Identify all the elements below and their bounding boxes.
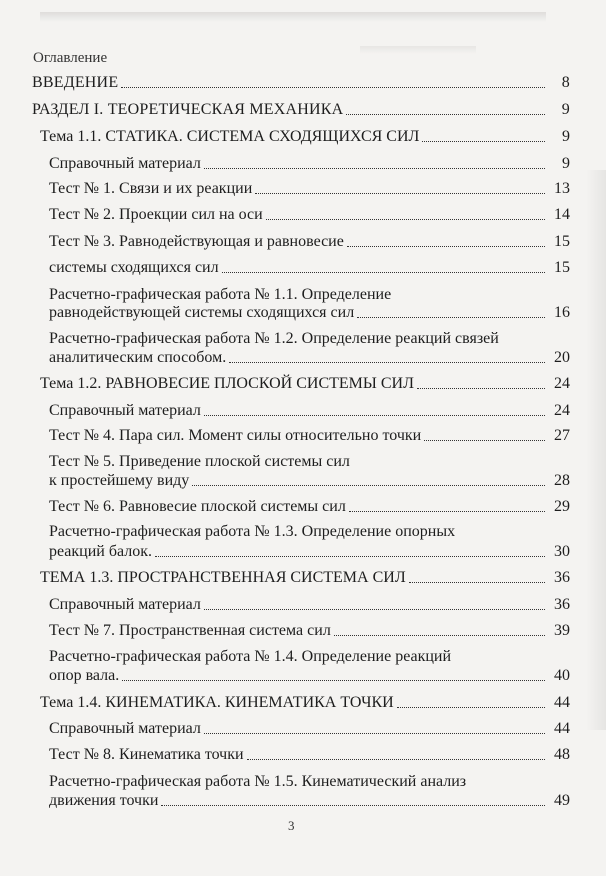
- toc-leader-dots: [417, 387, 545, 389]
- toc-leader-dots: [266, 218, 545, 220]
- toc-entry: [40, 569, 570, 586]
- toc-entry-title: ВВЕДЕНИЕ: [32, 74, 119, 91]
- toc-entry-page: 20: [554, 349, 570, 366]
- toc-entry: [49, 206, 570, 223]
- toc-entry-title-line1: Расчетно-графическая работа № 1.4. Определение реакций: [49, 648, 452, 665]
- toc-entry-title-line1: Расчетно-графическая работа № 1.1. Определение: [49, 286, 392, 303]
- toc-entry-page: 36: [554, 569, 570, 586]
- toc-entry: [49, 746, 570, 763]
- toc-leader-dots: [121, 86, 545, 88]
- toc-leader-dots: [222, 271, 545, 273]
- toc-entry-title: Тест № 4. Пара сил. Момент силы относительно точки: [49, 427, 422, 444]
- toc-entry-page: 14: [554, 206, 570, 223]
- toc-entry-title: Справочный материал: [49, 720, 201, 737]
- toc-entry-page: 36: [554, 596, 570, 613]
- toc-leader-dots: [347, 245, 545, 247]
- toc-entry: [49, 259, 570, 276]
- toc-entry-title: Справочный материал: [49, 402, 201, 419]
- toc-heading: Оглавление: [33, 50, 108, 66]
- toc-leader-dots: [334, 634, 545, 636]
- toc-leader-dots: [204, 732, 545, 734]
- toc-entry-page: 15: [554, 233, 570, 250]
- toc-entry-page: 40: [554, 667, 570, 684]
- toc-entry-title: Тема 1.1. СТАТИКА. СИСТЕМА СХОДЯЩИХСЯ СИЛ: [40, 128, 420, 145]
- toc-leader-dots: [204, 414, 545, 416]
- toc-entry-page: 15: [554, 259, 570, 276]
- toc-entry-title: Тест № 6. Равновесие плоской системы сил: [49, 498, 346, 515]
- page-edge-shadow: [586, 170, 606, 730]
- toc-leader-dots: [161, 804, 545, 806]
- toc-entry-title: Справочный материал: [49, 596, 201, 613]
- toc-entry-page: 28: [554, 472, 570, 489]
- toc-leader-dots: [409, 581, 545, 583]
- toc-entry: [40, 375, 570, 392]
- toc-entry-page: 48: [554, 746, 570, 763]
- toc-entry-page: 9: [562, 155, 570, 172]
- toc-entry: [49, 720, 570, 737]
- toc-leader-dots: [204, 608, 545, 610]
- toc-entry: [32, 74, 570, 91]
- toc-leader-dots: [424, 439, 545, 441]
- toc-entry-page: 8: [561, 74, 570, 91]
- toc-entry-title: Тема 1.2. РАВНОВЕСИЕ ПЛОСКОЙ СИСТЕМЫ СИЛ: [40, 375, 414, 392]
- toc-entry-page: 30: [554, 543, 570, 560]
- toc-entry: [49, 304, 570, 321]
- toc-entry-title: Тема 1.4. КИНЕМАТИКА. КИНЕМАТИКА ТОЧКИ: [40, 694, 394, 711]
- toc-entry-page: 24: [554, 402, 570, 419]
- toc-entry: [49, 667, 570, 684]
- toc-entry-title: Тест № 1. Связи и их реакции: [49, 180, 253, 197]
- toc-leader-dots: [155, 555, 545, 557]
- toc-entry-title-line1: Тест № 5. Приведение плоской системы сил: [49, 453, 350, 470]
- toc-entry: [49, 349, 570, 366]
- page-number: 3: [288, 818, 295, 833]
- toc-entry-page: 44: [554, 720, 570, 737]
- toc-entry: [40, 694, 570, 711]
- toc-leader-dots: [422, 140, 545, 142]
- toc-leader-dots: [255, 192, 545, 194]
- toc-entry-title: равнодействующей системы сходящихся сил: [49, 304, 355, 321]
- toc-entry-title: к простейшему виду: [49, 472, 190, 489]
- toc-entry: [49, 427, 570, 444]
- toc-entry-title: реакций балок.: [49, 543, 152, 560]
- toc-leader-dots: [247, 758, 545, 760]
- toc-entry: [40, 128, 570, 145]
- toc-entry-title: опор вала.: [49, 667, 120, 684]
- toc-leader-dots: [122, 679, 545, 681]
- show-through-text: [40, 12, 546, 22]
- toc-entry: [49, 472, 570, 489]
- toc-entry-title-line1: Расчетно-графическая работа № 1.2. Определение реакций связей: [49, 330, 499, 347]
- toc-leader-dots: [192, 484, 545, 486]
- toc-leader-dots: [357, 316, 545, 318]
- toc-entry: [32, 101, 570, 118]
- toc-entry-page: 44: [554, 694, 570, 711]
- toc-entry: [49, 543, 570, 560]
- toc-entry-page: 13: [554, 180, 570, 197]
- toc-entry-page: 39: [554, 622, 570, 639]
- toc-entry-title: РАЗДЕЛ I. ТЕОРЕТИЧЕСКАЯ МЕХАНИКА: [32, 101, 344, 118]
- toc-entry-title: ТЕМА 1.3. ПРОСТРАНСТВЕННАЯ СИСТЕМА СИЛ: [40, 569, 406, 586]
- toc-entry-page: 24: [554, 375, 570, 392]
- toc-entry-title: Тест № 3. Равнодействующая и равновесие: [49, 233, 344, 250]
- toc-leader-dots: [397, 706, 545, 708]
- toc-entry-title: Тест № 2. Проекции сил на оси: [49, 206, 263, 223]
- toc-entry: [49, 622, 570, 639]
- toc-entry-title: Тест № 8. Кинематика точки: [49, 746, 244, 763]
- toc-entry: [49, 792, 570, 809]
- toc-entry: [49, 596, 570, 613]
- toc-entry: [49, 180, 570, 197]
- toc-entry: [49, 402, 570, 419]
- toc-entry: [49, 498, 570, 515]
- toc-entry-page: 9: [562, 128, 570, 145]
- show-through-text: [360, 46, 476, 54]
- toc-leader-dots: [204, 167, 545, 169]
- toc-entry-title: Справочный материал: [49, 155, 201, 172]
- toc-entry-page: 49: [554, 792, 570, 809]
- toc-entry: [49, 233, 570, 250]
- toc-entry-page: 29: [554, 498, 570, 515]
- toc-leader-dots: [346, 113, 545, 115]
- toc-entry-title: аналитическим способом.: [49, 349, 227, 366]
- toc-leader-dots: [349, 510, 545, 512]
- toc-entry-title-line1: Расчетно-графическая работа № 1.3. Определение опорных: [49, 523, 456, 540]
- toc-leader-dots: [229, 361, 545, 363]
- toc-entry-title-line1: Расчетно-графическая работа № 1.5. Кинематический анализ: [49, 773, 467, 790]
- toc-entry-title: Тест № 7. Пространственная система сил: [49, 622, 331, 639]
- toc-entry-page: 9: [561, 101, 570, 118]
- toc-entry-page: 27: [554, 427, 570, 444]
- toc-entry: [49, 155, 570, 172]
- toc-entry-title: системы сходящихся сил: [49, 259, 219, 276]
- toc-entry-page: 16: [554, 304, 570, 321]
- toc-entry-title: движения точки: [49, 792, 159, 809]
